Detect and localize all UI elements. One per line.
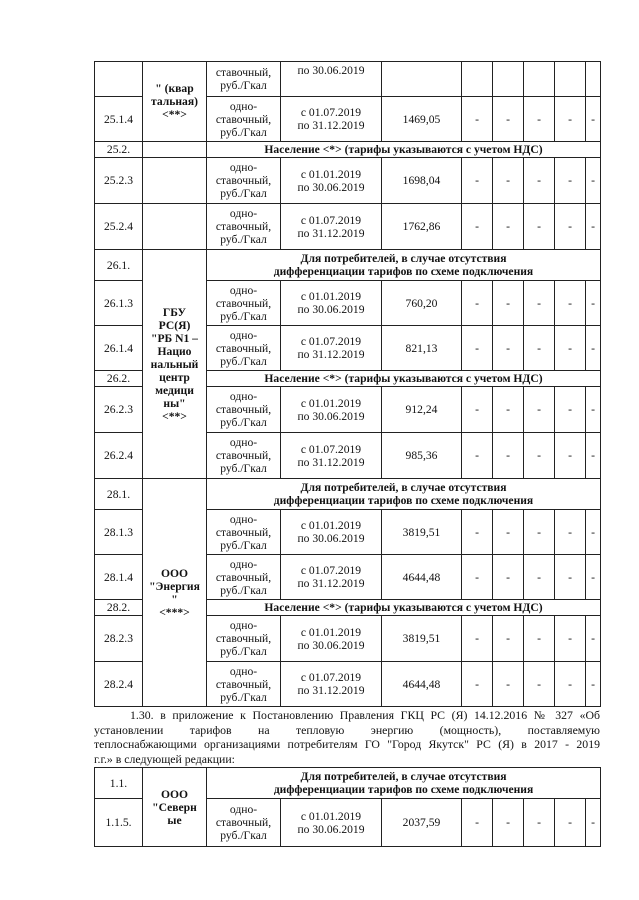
- period-text: по 30.06.2019: [297, 532, 365, 545]
- unit-cell: [207, 510, 281, 555]
- dash-cell: -: [462, 387, 493, 433]
- org-text: ые: [167, 813, 182, 827]
- unit-cell: [207, 326, 281, 371]
- empty-cell: [586, 62, 601, 97]
- table-row: [95, 768, 601, 799]
- period-text: по 30.06.2019: [297, 822, 365, 836]
- unit-text: одно-: [229, 436, 258, 449]
- period-text: с 01.01.2019: [300, 519, 362, 532]
- org-text: ны": [163, 396, 186, 410]
- table-row: [95, 62, 601, 97]
- table-row: [95, 479, 601, 510]
- section-header-consumers: [207, 250, 601, 281]
- tariff-value: 1469,05: [382, 97, 462, 142]
- dash-cell: -: [555, 433, 586, 479]
- unit-text: руб./Гкал: [220, 829, 267, 842]
- period-text: по 31.12.2019: [297, 348, 365, 361]
- dash-cell: -: [586, 387, 601, 433]
- unit-text: одно-: [229, 283, 258, 297]
- organization-cell: [143, 204, 207, 250]
- period-text: с 01.01.2019: [300, 167, 362, 181]
- dash-cell: -: [493, 662, 524, 707]
- org-text: ООО: [160, 787, 189, 801]
- period-cell: [281, 158, 382, 204]
- tariff-value: 1698,04: [382, 158, 462, 204]
- dash-cell: -: [462, 555, 493, 600]
- unit-text: ставочный,: [215, 816, 272, 829]
- dash-cell: -: [493, 510, 524, 555]
- dash-cell: -: [555, 204, 586, 250]
- period-text: с 01.07.2019: [300, 213, 362, 227]
- period-cell: [281, 62, 382, 97]
- unit-text: руб./Гкал: [220, 645, 267, 658]
- dash-cell: -: [555, 510, 586, 555]
- row-number: 1.1.5.: [95, 799, 143, 847]
- dash-cell: -: [524, 510, 555, 555]
- tariff-value: 985,36: [382, 433, 462, 479]
- org-text: " (квар: [155, 82, 194, 95]
- organization-cell: [143, 142, 207, 158]
- period-text: с 01.07.2019: [300, 335, 362, 348]
- tariff-value: 4644,48: [382, 662, 462, 707]
- period-cell: [281, 433, 382, 479]
- tariff-table-main: [94, 61, 601, 707]
- unit-cell: [207, 387, 281, 433]
- tariff-value: 912,24: [382, 387, 462, 433]
- tariff-value: 1762,86: [382, 204, 462, 250]
- tariff-value: 2037,59: [382, 799, 462, 847]
- period-cell: [281, 97, 382, 142]
- row-number: 28.1.3: [95, 510, 143, 555]
- paragraph-line: г.г.» в следующей редакции:: [94, 751, 235, 766]
- dash-cell: -: [524, 433, 555, 479]
- period-text: по 30.06.2019: [297, 180, 365, 194]
- org-text: "РБ N1 –: [151, 331, 198, 345]
- dash-cell: -: [586, 555, 601, 600]
- period-cell: [281, 326, 382, 371]
- dash-cell: -: [493, 281, 524, 326]
- unit-text: ставочный,: [215, 677, 272, 691]
- unit-text: руб./Гкал: [220, 233, 267, 246]
- unit-text: руб./Гкал: [220, 538, 267, 552]
- dash-cell: -: [524, 281, 555, 326]
- unit-text: одно-: [229, 512, 258, 526]
- period-text: по 31.12.2019: [297, 455, 365, 469]
- period-text: по 31.12.2019: [297, 226, 365, 240]
- organization-cell: [143, 479, 207, 707]
- unit-text: ставочный,: [215, 341, 272, 355]
- empty-cell: [524, 62, 555, 97]
- unit-text: ставочный,: [215, 220, 272, 233]
- empty-cell: [493, 62, 524, 97]
- period-text: с 01.07.2019: [300, 442, 362, 456]
- period-text: по 30.06.2019: [297, 409, 365, 423]
- tariff-value: 821,13: [382, 326, 462, 371]
- section-header-population: Население <*> (тарифы указываются с учетом НДС): [207, 600, 601, 616]
- dash-cell: -: [555, 326, 586, 371]
- unit-text: ставочный,: [215, 449, 272, 462]
- header-text: дифференциации тарифов по схеме подключения: [273, 265, 534, 278]
- value-cell: [382, 62, 462, 97]
- org-text: "Энергия: [149, 579, 200, 593]
- section-header-consumers: [207, 768, 601, 799]
- org-text: Нацио: [157, 344, 192, 358]
- dash-cell: -: [493, 616, 524, 662]
- period-text: по 30.06.2019: [297, 638, 365, 652]
- unit-cell: [207, 281, 281, 326]
- row-number: 28.2.4: [95, 662, 143, 707]
- row-number: 25.2.3: [95, 158, 143, 204]
- unit-text: руб./Гкал: [220, 79, 267, 92]
- unit-cell: [207, 433, 281, 479]
- dash-cell: -: [586, 433, 601, 479]
- dash-cell: -: [462, 158, 493, 204]
- unit-text: руб./Гкал: [220, 354, 267, 368]
- org-text: ООО: [160, 566, 189, 580]
- period-cell: [281, 555, 382, 600]
- row-number: 26.2.: [95, 371, 143, 387]
- dash-cell: -: [524, 616, 555, 662]
- dash-cell: -: [586, 158, 601, 204]
- row-number: 26.2.4: [95, 433, 143, 479]
- dash-cell: -: [493, 204, 524, 250]
- period-cell: [281, 387, 382, 433]
- tariff-value: 3819,51: [382, 510, 462, 555]
- dash-cell: -: [524, 158, 555, 204]
- unit-cell: [207, 555, 281, 600]
- row-number: 26.1.: [95, 250, 143, 281]
- dash-cell: -: [586, 97, 601, 142]
- unit-text: руб./Гкал: [220, 462, 267, 475]
- org-text: ГБУ: [162, 305, 187, 319]
- unit-text: одно-: [229, 390, 258, 403]
- table-row: [95, 158, 601, 204]
- row-number: 25.2.: [95, 142, 143, 158]
- row-number: 26.2.3: [95, 387, 143, 433]
- org-text: медици: [155, 383, 194, 397]
- dash-cell: -: [524, 799, 555, 847]
- row-number: 26.1.3: [95, 281, 143, 326]
- org-text: центр: [159, 370, 190, 384]
- dash-cell: -: [555, 555, 586, 600]
- org-text: РС(Я): [158, 318, 191, 332]
- period-text: с 01.07.2019: [300, 106, 362, 119]
- period-cell: [281, 204, 382, 250]
- dash-cell: -: [586, 616, 601, 662]
- row-number: 1.1.: [95, 768, 143, 799]
- period-cell: [281, 281, 382, 326]
- row-number: [95, 62, 143, 97]
- header-text: дифференциации тарифов по схеме подключения: [273, 783, 534, 796]
- section-header-population: Население <*> (тарифы указываются с учетом НДС): [207, 142, 601, 158]
- paragraph-line: установлении тарифов на тепловую энергию (мощность), поставляемую: [94, 722, 600, 737]
- dash-cell: -: [462, 616, 493, 662]
- org-text: "Северн: [152, 800, 197, 814]
- dash-cell: -: [493, 555, 524, 600]
- organization-cell: [143, 250, 207, 479]
- org-text: ": [171, 592, 178, 606]
- unit-cell: [207, 799, 281, 847]
- dash-cell: -: [555, 799, 586, 847]
- unit-text: руб./Гкал: [220, 690, 267, 704]
- dash-cell: -: [462, 97, 493, 142]
- unit-cell: [207, 204, 281, 250]
- header-text: Для потребителей, в случае отсутствия: [300, 770, 507, 783]
- unit-text: ставочный,: [215, 570, 272, 584]
- unit-cell: [207, 97, 281, 142]
- dash-cell: -: [555, 97, 586, 142]
- org-text: <**>: [162, 409, 187, 423]
- amendment-paragraph: [94, 708, 600, 766]
- dash-cell: -: [524, 326, 555, 371]
- period-cell: [281, 799, 382, 847]
- unit-text: одно-: [229, 161, 258, 174]
- dash-cell: -: [524, 662, 555, 707]
- row-number: 28.2.: [95, 600, 143, 616]
- unit-text: руб./Гкал: [220, 187, 267, 200]
- period-text: с 01.01.2019: [300, 396, 362, 410]
- period-cell: [281, 616, 382, 662]
- dash-cell: -: [493, 387, 524, 433]
- section-header-consumers: [207, 479, 601, 510]
- dash-cell: -: [524, 387, 555, 433]
- dash-cell: -: [586, 326, 601, 371]
- header-text: Для потребителей, в случае отсутствия: [300, 481, 507, 494]
- dash-cell: -: [493, 326, 524, 371]
- unit-text: ставочный,: [215, 632, 272, 645]
- org-text: тальная): [151, 95, 198, 108]
- period-text: с 01.01.2019: [300, 625, 362, 639]
- paragraph-text: 1.30. в приложение к Постановлению Правления ГКЦ РС (Я) 14.12.2016 № 327 «Об: [130, 708, 600, 722]
- unit-cell: [207, 616, 281, 662]
- unit-text: ставочный,: [215, 525, 272, 539]
- unit-text: руб./Гкал: [220, 125, 267, 139]
- unit-text: одно-: [229, 557, 258, 571]
- dash-cell: -: [555, 158, 586, 204]
- org-text: нальный: [150, 357, 199, 371]
- period-text: по 31.12.2019: [297, 684, 365, 697]
- dash-cell: -: [462, 326, 493, 371]
- unit-text: руб./Гкал: [220, 416, 267, 429]
- unit-text: одно-: [229, 328, 258, 342]
- dash-cell: -: [524, 97, 555, 142]
- dash-cell: -: [462, 510, 493, 555]
- org-text: <**>: [162, 108, 187, 121]
- table-row: [95, 250, 601, 281]
- row-number: 28.1.: [95, 479, 143, 510]
- dash-cell: -: [493, 97, 524, 142]
- dash-cell: -: [586, 281, 601, 326]
- paragraph-line: [94, 708, 600, 723]
- row-number: 26.1.4: [95, 326, 143, 371]
- unit-text: ставочный,: [215, 296, 272, 310]
- dash-cell: -: [462, 662, 493, 707]
- dash-cell: -: [586, 204, 601, 250]
- period-cell: [281, 510, 382, 555]
- dash-cell: -: [555, 387, 586, 433]
- period-text: по 31.12.2019: [297, 119, 365, 132]
- period-text: с 01.01.2019: [300, 809, 362, 823]
- dash-cell: -: [555, 616, 586, 662]
- org-text: <***>: [159, 605, 190, 619]
- unit-text: одно-: [229, 803, 258, 816]
- empty-cell: [555, 62, 586, 97]
- dash-cell: -: [586, 510, 601, 555]
- dash-cell: -: [555, 662, 586, 707]
- unit-cell: [207, 158, 281, 204]
- row-number: 28.2.3: [95, 616, 143, 662]
- period-text: по 31.12.2019: [297, 577, 365, 590]
- tariff-value: 3819,51: [382, 616, 462, 662]
- dash-cell: -: [462, 433, 493, 479]
- table-row: [95, 142, 601, 158]
- row-number: 25.2.4: [95, 204, 143, 250]
- dash-cell: -: [493, 158, 524, 204]
- period-text: с 01.01.2019: [300, 290, 362, 303]
- unit-cell: [207, 662, 281, 707]
- dash-cell: -: [493, 433, 524, 479]
- organization-cell: [143, 158, 207, 204]
- period-text: по 30.06.2019: [297, 64, 365, 77]
- organization-cell: [143, 62, 207, 142]
- unit-text: ставочный,: [215, 112, 272, 126]
- table-row: [95, 204, 601, 250]
- dash-cell: -: [586, 799, 601, 847]
- unit-text: одно-: [229, 207, 258, 220]
- period-text: по 30.06.2019: [297, 303, 365, 316]
- dash-cell: -: [462, 204, 493, 250]
- unit-cell: [207, 62, 281, 97]
- organization-cell: [143, 768, 207, 847]
- unit-text: одно-: [229, 619, 258, 632]
- header-text: дифференциации тарифов по схеме подключения: [273, 494, 534, 507]
- empty-cell: [462, 62, 493, 97]
- row-number: 25.1.4: [95, 97, 143, 142]
- period-text: с 01.07.2019: [300, 671, 362, 684]
- header-text: Для потребителей, в случае отсутствия: [300, 252, 507, 265]
- unit-text: руб./Гкал: [220, 583, 267, 597]
- dash-cell: -: [462, 281, 493, 326]
- unit-text: одно-: [229, 664, 258, 678]
- unit-text: ставочный,: [215, 66, 272, 79]
- dash-cell: -: [586, 662, 601, 707]
- dash-cell: -: [524, 555, 555, 600]
- unit-text: ставочный,: [215, 174, 272, 187]
- unit-text: ставочный,: [215, 403, 272, 416]
- paragraph-line: теплоснабжающими организациями потребителям ГО "Город Якутск" РС (Я) в 2017 - 2019: [94, 737, 600, 751]
- row-number: 28.1.4: [95, 555, 143, 600]
- dash-cell: -: [493, 799, 524, 847]
- tariff-value: 4644,48: [382, 555, 462, 600]
- unit-text: одно-: [229, 99, 258, 113]
- unit-text: руб./Гкал: [220, 309, 267, 323]
- dash-cell: -: [524, 204, 555, 250]
- section-header-population: Население <*> (тарифы указываются с учетом НДС): [207, 371, 601, 387]
- period-text: с 01.07.2019: [300, 564, 362, 577]
- dash-cell: -: [555, 281, 586, 326]
- tariff-value: 760,20: [382, 281, 462, 326]
- period-cell: [281, 662, 382, 707]
- dash-cell: -: [462, 799, 493, 847]
- tariff-table-new: [94, 767, 601, 847]
